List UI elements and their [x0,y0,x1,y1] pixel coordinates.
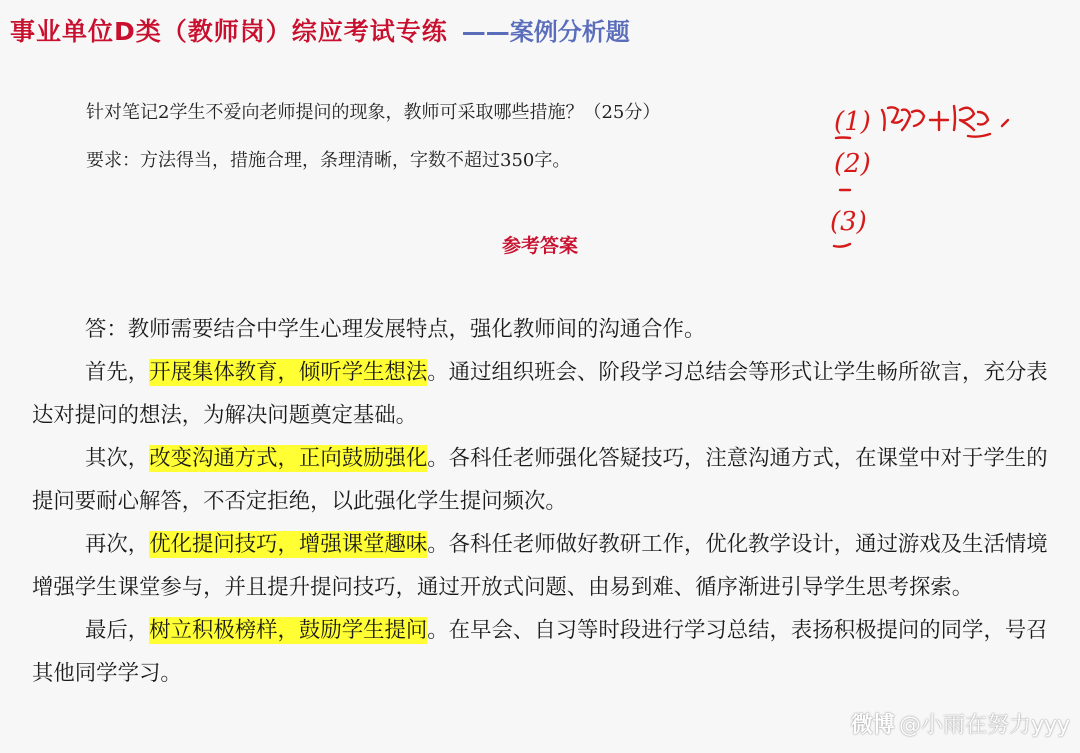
paragraph-lead: 其次， [85,446,150,471]
question-text: 针对笔记2学生不爱向老师提问的现象，教师可采取哪些措施？（25分） [86,102,661,123]
question-block [86,100,660,196]
answer-paragraph-2 [32,437,1050,523]
question-requirements: 要求：方法得当，措施合理，条理清晰，字数不超过350字。 [86,150,571,171]
annotation-item-2: (2) [834,149,871,179]
highlighted-measure: 改变沟通方式，正向鼓励强化 [149,446,428,471]
answer-paragraph-1 [32,351,1050,437]
annotation-item-1: (1) [834,107,871,137]
answer-paragraph-4 [32,609,1050,695]
annotation-item-3: (3) [830,207,867,237]
answer-intro: 答：教师需要结合中学生心理发展特点，强化教师间的沟通合作。 [85,317,706,342]
highlighted-measure: 优化提问技巧，增强课堂趣味 [149,532,428,557]
weibo-watermark [851,708,1070,739]
paragraph-text: 。各科任老师做好教研工作，优化教学设计，通过游戏及生活情境增强学生课堂参与，并且提升提问技巧，通过开放式问题、由易到难、循序渐进引导学生思考探索。 [32,532,1048,600]
watermark-handle: @小雨在努力yyy [898,713,1070,738]
highlighted-measure: 开展集体教育，倾听学生想法 [149,360,428,385]
paragraph-text: 。各科任老师强化答疑技巧，注意沟通方式，在课堂中对于学生的提问要耐心解答，不否定拒绝，以此强化学生提问频次。 [32,446,1048,514]
page-subtitle: ——案例分析题 [461,18,630,46]
annotation-scribble [882,107,924,130]
answer-heading: 参考答案 [501,235,578,257]
answer-paragraph-3 [32,523,1050,609]
paragraph-lead: 最后， [85,618,150,643]
paragraph-text: 。通过组织班会、阶段学习总结会等形式让学生畅所欲言，充分表达对提问的想法，为解决问题奠定基础。 [32,360,1048,428]
weibo-logo-icon: 微博 [850,713,895,738]
answer-body [32,308,1050,695]
paragraph-text: 。在早会、自习等时段进行学习总结，表扬积极提问的同学，号召其他同学学习。 [32,618,1048,686]
paragraph-lead: 首先， [85,360,150,385]
page-header [10,12,630,48]
paragraph-lead: 再次， [85,532,150,557]
highlighted-measure: 树立积极榜样，鼓励学生提问 [149,618,428,643]
page-title: 事业单位D类（教师岗）综应考试专练 [10,17,448,46]
